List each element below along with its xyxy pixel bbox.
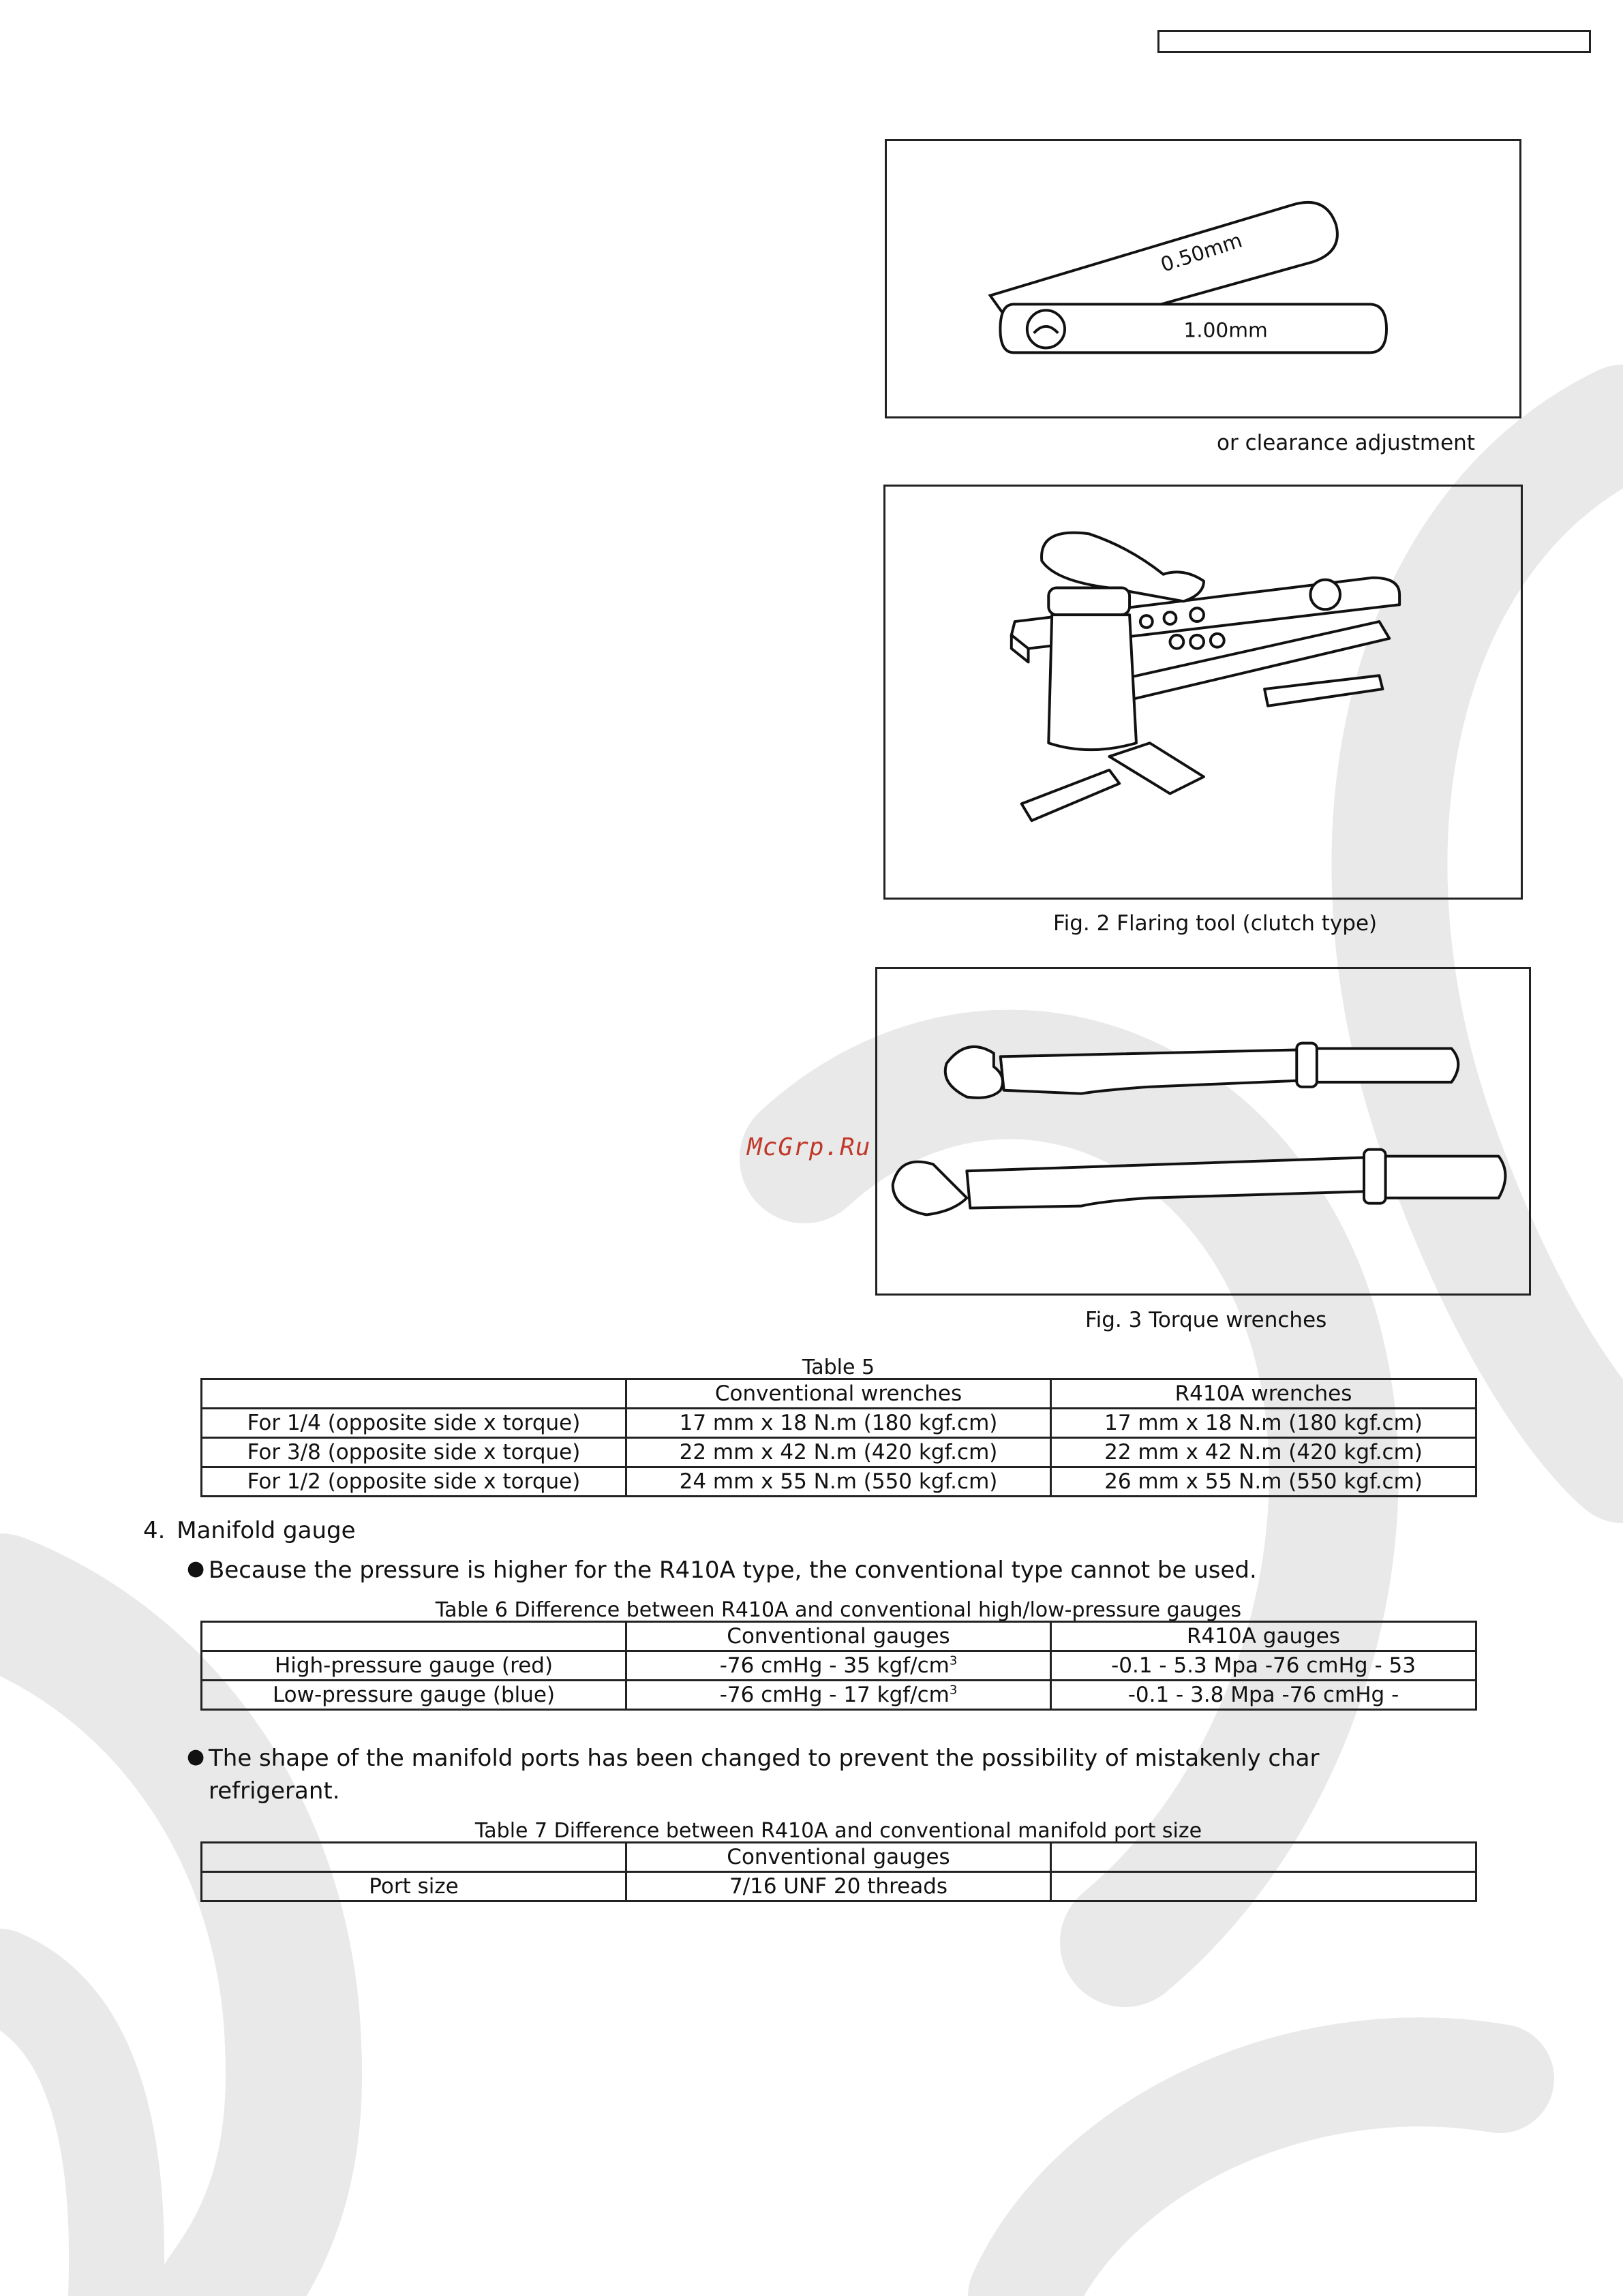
- table-header-row: [202, 1622, 1476, 1651]
- table-cell: 24 mm x 55 N.m (550 kgf.cm): [626, 1467, 1051, 1497]
- table-cell: -0.1 - 3.8 Mpa -76 cmHg -: [1051, 1681, 1476, 1710]
- table-header-row: [202, 1379, 1476, 1409]
- table-row: [202, 1681, 1476, 1710]
- table6: [200, 1621, 1477, 1711]
- table-cell: High-pressure gauge (red): [202, 1651, 626, 1681]
- table-row: [202, 1409, 1476, 1438]
- table-cell: For 1/2 (opposite side x torque): [202, 1467, 626, 1497]
- superscript: 3: [949, 1653, 958, 1668]
- superscript: 3: [949, 1683, 958, 1698]
- header-box: [1157, 30, 1591, 53]
- section-number: 4.: [143, 1517, 166, 1544]
- table-header-cell: Conventional gauges: [626, 1843, 1051, 1872]
- table-cell: [626, 1651, 1051, 1681]
- table-cell: For 3/8 (opposite side x torque): [202, 1438, 626, 1467]
- table-header-cell: R410A wrenches: [1051, 1379, 1476, 1409]
- table-cell: For 1/4 (opposite side x torque): [202, 1409, 626, 1438]
- table-row: [202, 1872, 1476, 1901]
- table-cell: Port size: [202, 1872, 626, 1901]
- table-cell-value: -76 cmHg - 35 kgf/cm: [719, 1653, 950, 1678]
- torque-wrenches-figure: [875, 967, 1531, 1296]
- fig1-caption: or clearance adjustment: [1217, 431, 1475, 455]
- table-cell: 26 mm x 55 N.m (550 kgf.cm): [1051, 1467, 1476, 1497]
- bullet-text-line: The shape of the manifold ports has been changed to prevent the possibility of mistakenly char: [209, 1745, 1320, 1772]
- table-cell-value: -76 cmHg - 17 kgf/cm: [719, 1683, 950, 1707]
- feeler-gauge-figure: [885, 139, 1521, 418]
- bullet-text: [209, 1742, 1319, 1807]
- table-cell: 22 mm x 42 N.m (420 kgf.cm): [1051, 1438, 1476, 1467]
- table7: [200, 1841, 1477, 1902]
- table-cell: [1051, 1872, 1476, 1901]
- section-heading: [143, 1517, 356, 1544]
- table-cell: 17 mm x 18 N.m (180 kgf.cm): [626, 1409, 1051, 1438]
- table-cell: [626, 1681, 1051, 1710]
- fig2-caption: Fig. 2 Flaring tool (clutch type): [1053, 911, 1378, 936]
- bullet-icon: ●: [187, 1745, 205, 1769]
- table-cell: 22 mm x 42 N.m (420 kgf.cm): [626, 1438, 1051, 1467]
- table-header-cell: [202, 1622, 626, 1651]
- table5: [200, 1378, 1477, 1497]
- bullet-text-line: refrigerant.: [209, 1777, 340, 1805]
- table-cell: -0.1 - 5.3 Mpa -76 cmHg - 53: [1051, 1651, 1476, 1681]
- gauge-label-bottom: 1.00mm: [1183, 318, 1268, 342]
- table-row: [202, 1651, 1476, 1681]
- table-cell: Low-pressure gauge (blue): [202, 1681, 626, 1710]
- table-header-cell: Conventional gauges: [626, 1622, 1051, 1651]
- table-header-cell: [202, 1379, 626, 1409]
- watermark-text: McGrp.Ru: [747, 1133, 871, 1161]
- table-header-row: [202, 1843, 1476, 1872]
- flaring-tool-illustration: [885, 487, 1521, 898]
- torque-wrenches-illustration: [877, 969, 1529, 1294]
- table-header-cell: R410A gauges: [1051, 1622, 1476, 1651]
- table-cell: 7/16 UNF 20 threads: [626, 1872, 1051, 1901]
- gauge-label-top: 0.50mm: [1157, 228, 1245, 277]
- table6-caption: Table 6 Difference between R410A and conventional high/low-pressure gauges: [435, 1598, 1242, 1622]
- bullet-text: Because the pressure is higher for the R410A type, the conventional type cannot be used.: [209, 1557, 1257, 1584]
- table5-caption: Table 5: [802, 1356, 875, 1379]
- feeler-gauge-illustration: [887, 141, 1519, 416]
- table-header-cell: Conventional wrenches: [626, 1379, 1051, 1409]
- table7-caption: Table 7 Difference between R410A and conventional manifold port size: [474, 1819, 1202, 1843]
- bullet-icon: ●: [187, 1557, 205, 1580]
- table-row: [202, 1438, 1476, 1467]
- table-header-cell: [1051, 1843, 1476, 1872]
- fig3-caption: Fig. 3 Torque wrenches: [1085, 1308, 1327, 1332]
- table-header-cell: [202, 1843, 626, 1872]
- table-row: [202, 1467, 1476, 1497]
- table-cell: 17 mm x 18 N.m (180 kgf.cm): [1051, 1409, 1476, 1438]
- section-title: Manifold gauge: [177, 1517, 356, 1544]
- flaring-tool-figure: [883, 485, 1523, 900]
